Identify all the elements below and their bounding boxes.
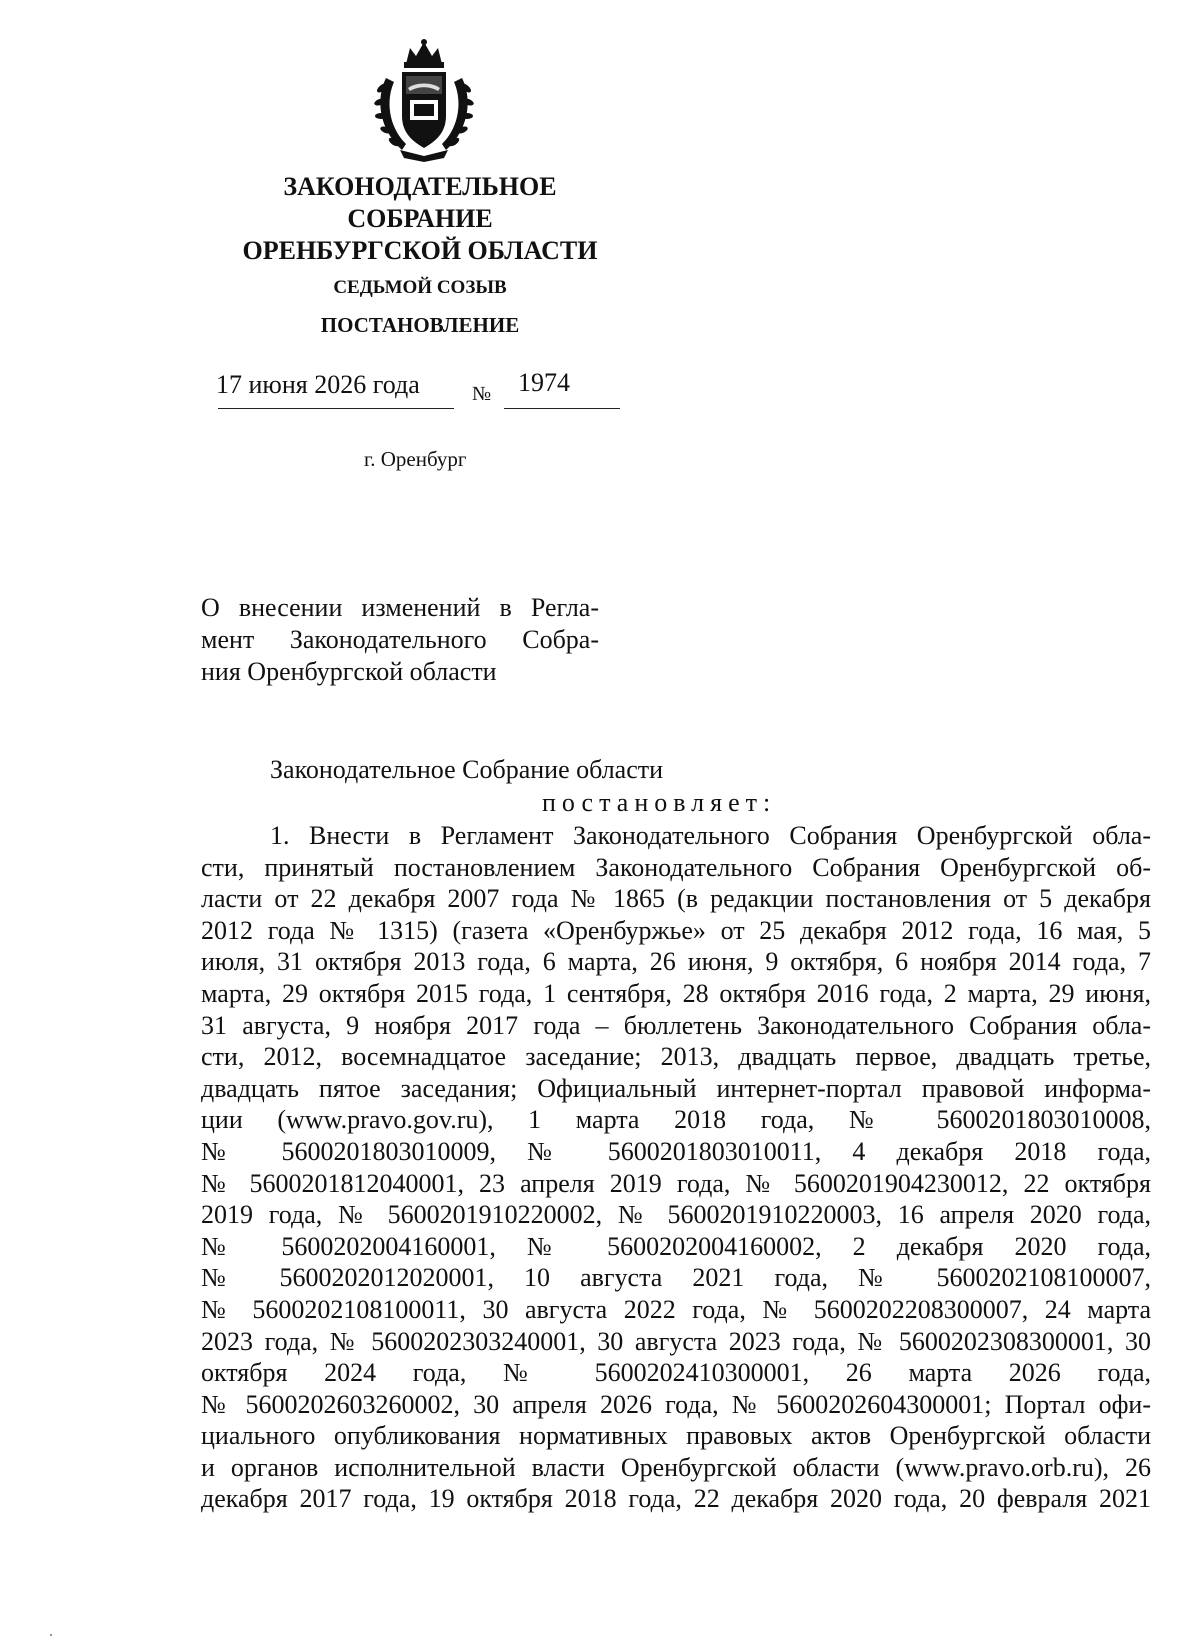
body-line: сти, принятый постановлением Законодательного Собрания Оренбургской об-: [201, 852, 1151, 882]
body-line: 2012 года № 1315) (газета «Оренбуржье» от 25 декабря 2012 года, 16 мая, 5: [201, 915, 1151, 945]
document-subject: [201, 592, 599, 688]
date-underline: [218, 408, 454, 409]
body-line: октября 2024 года, № 5600202410300001, 26 марта 2026 года,: [201, 1358, 1151, 1388]
subject-line: О внесении изменений в Регла-: [201, 593, 599, 622]
org-title-line-2: СОБРАНИЕ: [347, 204, 493, 233]
body-line: № 5600201803010009, № 5600201803010011, 4 декабря 2018 года,: [201, 1136, 1151, 1166]
body-line: сти, 2012, восемнадцатое заседание; 2013, двадцать первое, двадцать третье,: [201, 1042, 1151, 1072]
intro-text: Законодательное Собрание области: [270, 755, 664, 784]
document-date: 17 июня 2026 года: [216, 370, 420, 399]
body-line: 2023 года, № 5600202303240001, 30 августа 2023 года, № 5600202308300001, 30: [201, 1326, 1151, 1356]
body-line: марта, 29 октября 2015 года, 1 сентября, 28 октября 2016 года, 2 марта, 29 июня,: [201, 978, 1151, 1008]
body-line: ласти от 22 декабря 2007 года № 1865 (в редакции постановления от 5 декабря: [201, 884, 1151, 914]
number-underline: [504, 408, 620, 409]
body-line: № 5600202108100011, 30 августа 2022 года, № 5600202208300007, 24 марта: [201, 1294, 1151, 1324]
body-line: июля, 31 октября 2013 года, 6 марта, 26 июня, 9 октября, 6 ноября 2014 года, 7: [201, 947, 1151, 977]
subject-line: ния Оренбургской области: [201, 657, 497, 686]
body-line: № 5600202004160001, № 5600202004160002, 2 декабря 2020 года,: [201, 1231, 1151, 1261]
document-body: [201, 820, 1151, 1515]
subject-line: мент Законодательного Собра-: [201, 625, 599, 654]
body-line: № 5600202012020001, 10 августа 2021 года, № 5600202108100007,: [201, 1263, 1151, 1293]
org-title-line-1: ЗАКОНОДАТЕЛЬНОЕ: [283, 172, 557, 201]
body-line: 2019 года, № 5600201910220002, № 5600201910220003, 16 апреля 2020 года,: [201, 1200, 1151, 1230]
body-line: и органов исполнительной власти Оренбургской области (www.pravo.orb.ru), 26: [201, 1452, 1151, 1482]
body-line: 31 августа, 9 ноября 2017 года – бюллетень Законодательного Собрания обла-: [201, 1010, 1151, 1040]
document-number: 1974: [518, 368, 570, 397]
decrees-word: постановляет:: [542, 788, 777, 817]
body-line: декабря 2017 года, 19 октября 2018 года, 22 декабря 2020 года, 20 февраля 2021: [201, 1484, 1151, 1514]
document-type: ПОСТАНОВЛЕНИЕ: [320, 313, 520, 337]
coat-of-arms-icon: [372, 38, 476, 162]
body-line: № 5600202603260002, 30 апреля 2026 года, № 5600202604300001; Портал офи-: [201, 1389, 1151, 1419]
body-line: циального опубликования нормативных правовых актов Оренбургской области: [201, 1421, 1151, 1451]
body-line: № 5600201812040001, 23 апреля 2019 года, № 5600201904230012, 22 октября: [201, 1168, 1151, 1198]
body-line: двадцать пятое заседания; Официальный интернет-портал правовой информа-: [201, 1073, 1151, 1103]
number-sign: №: [472, 383, 492, 405]
scan-speck: [50, 1634, 52, 1636]
body-line: ции (www.pravo.gov.ru), 1 марта 2018 года, № 5600201803010008,: [201, 1105, 1151, 1135]
org-title-line-3: ОРЕНБУРГСКОЙ ОБЛАСТИ: [242, 236, 598, 265]
convocation: СЕДЬМОЙ СОЗЫВ: [333, 277, 507, 298]
body-line: 1. Внести в Регламент Законодательного Собрания Оренбургской обла-: [270, 821, 1151, 850]
city: г. Оренбург: [364, 447, 467, 471]
